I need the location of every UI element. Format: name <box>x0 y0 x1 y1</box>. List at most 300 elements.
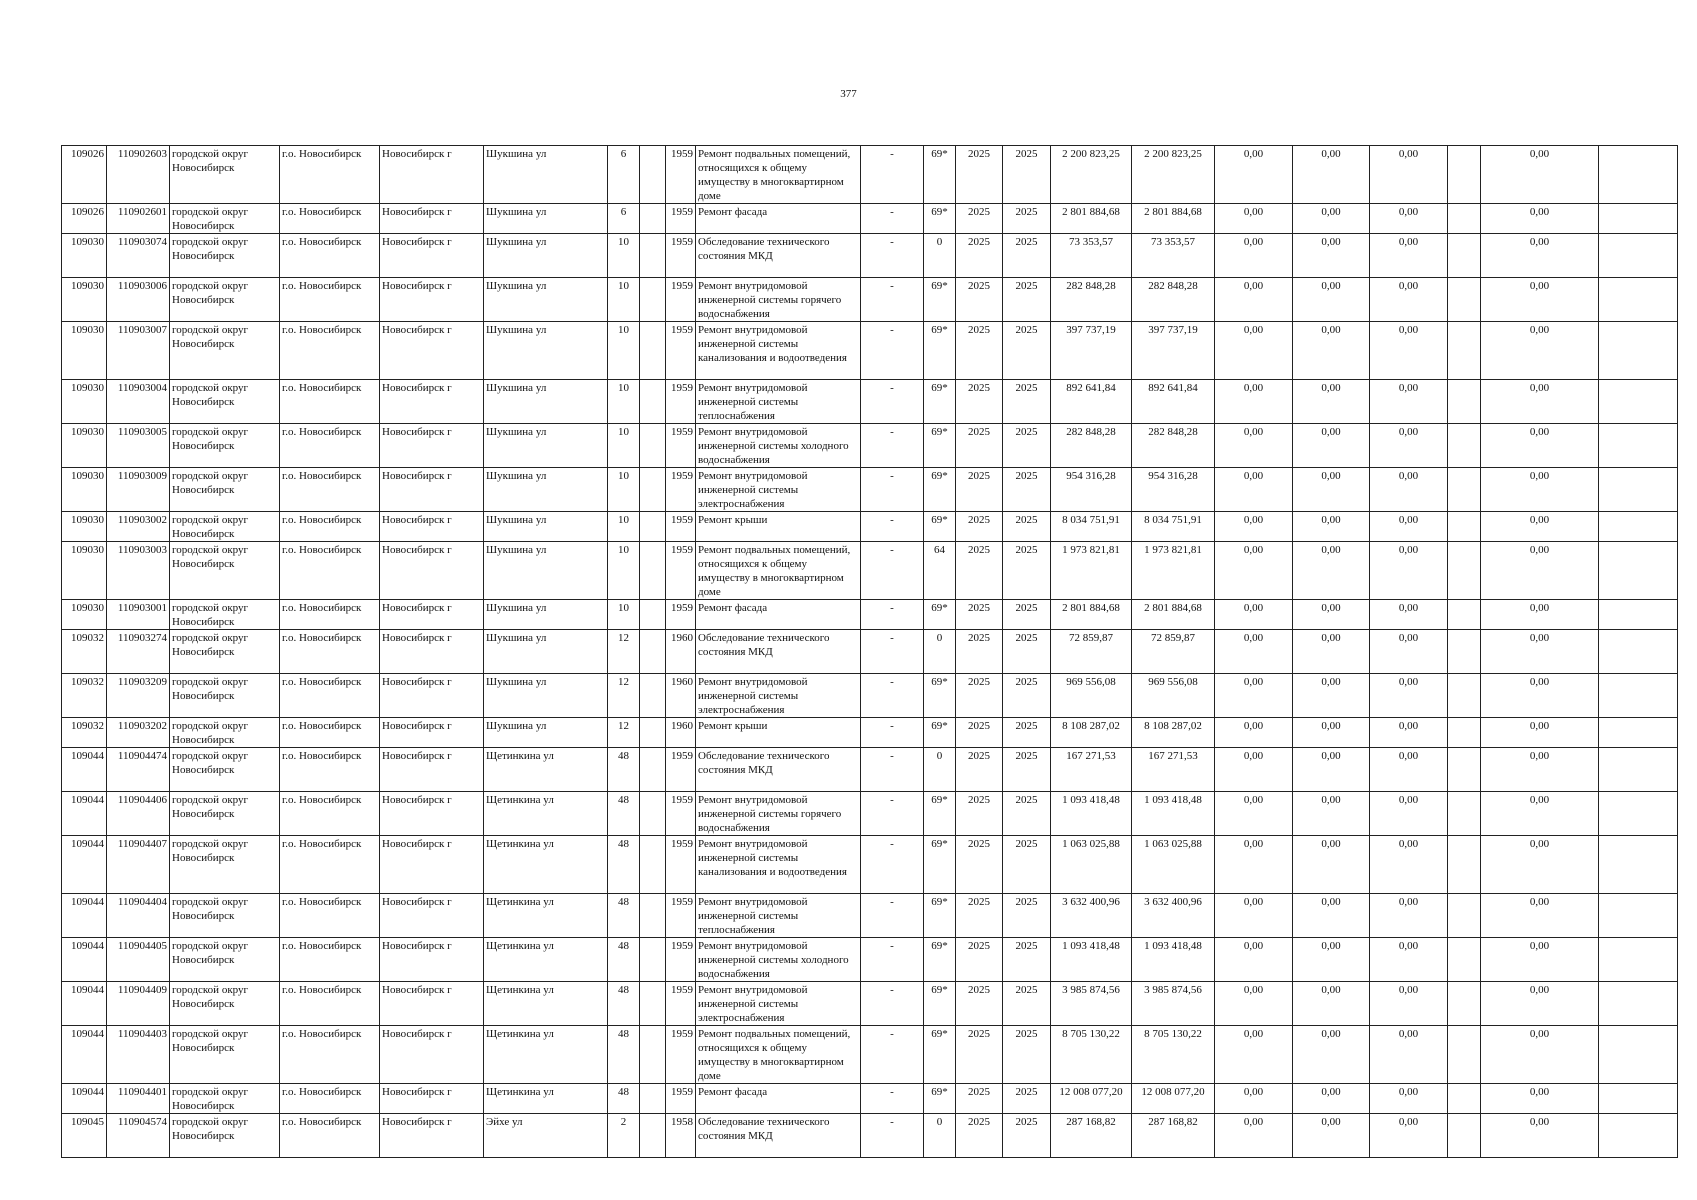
value-2-cell: 0,00 <box>1293 234 1370 278</box>
end-year-cell: 2025 <box>1003 600 1051 630</box>
value-1-cell: 0,00 <box>1215 748 1293 792</box>
house-cell: 48 <box>608 748 640 792</box>
street-cell: Щетинкина ул <box>484 792 608 836</box>
end-year-cell: 2025 <box>1003 836 1051 894</box>
city-district-cell: г.о. Новосибирск <box>280 938 380 982</box>
work-type-cell: Обследование технического состояния МКД <box>696 234 861 278</box>
value-2-cell: 0,00 <box>1293 542 1370 600</box>
value-4-cell <box>1448 938 1481 982</box>
value-4-cell <box>1448 542 1481 600</box>
value-4-cell <box>1448 146 1481 204</box>
work-type-cell: Ремонт внутридомовой инженерной системы горячего водоснабжения <box>696 792 861 836</box>
end-year-cell: 2025 <box>1003 630 1051 674</box>
year-cell: 1959 <box>666 322 696 380</box>
end-year-cell: 2025 <box>1003 1084 1051 1114</box>
year-cell: 1959 <box>666 512 696 542</box>
city-district-cell: г.о. Новосибирск <box>280 146 380 204</box>
end-year-cell: 2025 <box>1003 146 1051 204</box>
code-cell: 110904405 <box>107 938 170 982</box>
house-cell: 12 <box>608 718 640 748</box>
value-6-cell <box>1599 600 1678 630</box>
fund-cost-cell: 892 641,84 <box>1132 380 1215 424</box>
wear-cell: 0 <box>924 630 956 674</box>
total-cost-cell: 969 556,08 <box>1051 674 1132 718</box>
id-cell: 109030 <box>62 380 107 424</box>
wear-cell: 0 <box>924 1114 956 1158</box>
table-row <box>62 1026 1678 1084</box>
building-cell <box>640 894 666 938</box>
work-type-cell: Ремонт подвальных помещений, относящихся к общему имуществу в многоквартирном доме <box>696 1026 861 1084</box>
city-district-cell: г.о. Новосибирск <box>280 600 380 630</box>
value-5-cell: 0,00 <box>1481 718 1599 748</box>
municipality-cell: городской округ Новосибирск <box>170 1114 280 1158</box>
value-4-cell <box>1448 204 1481 234</box>
city-district-cell: г.о. Новосибирск <box>280 512 380 542</box>
dash-cell: - <box>861 542 924 600</box>
capital-repair-table <box>61 145 1678 1158</box>
house-cell: 6 <box>608 204 640 234</box>
value-5-cell: 0,00 <box>1481 600 1599 630</box>
wear-cell: 69* <box>924 792 956 836</box>
value-6-cell <box>1599 322 1678 380</box>
value-1-cell: 0,00 <box>1215 1084 1293 1114</box>
year-cell: 1960 <box>666 674 696 718</box>
start-year-cell: 2025 <box>956 146 1003 204</box>
id-cell: 109030 <box>62 512 107 542</box>
house-cell: 48 <box>608 894 640 938</box>
city-district-cell: г.о. Новосибирск <box>280 1114 380 1158</box>
end-year-cell: 2025 <box>1003 748 1051 792</box>
wear-cell: 69* <box>924 1026 956 1084</box>
value-5-cell: 0,00 <box>1481 512 1599 542</box>
fund-cost-cell: 282 848,28 <box>1132 424 1215 468</box>
municipality-cell: городской округ Новосибирск <box>170 1026 280 1084</box>
house-cell: 10 <box>608 468 640 512</box>
year-cell: 1960 <box>666 630 696 674</box>
building-cell <box>640 542 666 600</box>
code-cell: 110904406 <box>107 792 170 836</box>
dash-cell: - <box>861 204 924 234</box>
code-cell: 110903004 <box>107 380 170 424</box>
value-2-cell: 0,00 <box>1293 792 1370 836</box>
value-6-cell <box>1599 424 1678 468</box>
settlement-cell: Новосибирск г <box>380 792 484 836</box>
table-row <box>62 630 1678 674</box>
work-type-cell: Обследование технического состояния МКД <box>696 630 861 674</box>
dash-cell: - <box>861 630 924 674</box>
municipality-cell: городской округ Новосибирск <box>170 204 280 234</box>
value-2-cell: 0,00 <box>1293 718 1370 748</box>
fund-cost-cell: 969 556,08 <box>1132 674 1215 718</box>
wear-cell: 64 <box>924 542 956 600</box>
code-cell: 110903074 <box>107 234 170 278</box>
table-row <box>62 894 1678 938</box>
start-year-cell: 2025 <box>956 600 1003 630</box>
value-4-cell <box>1448 468 1481 512</box>
building-cell <box>640 380 666 424</box>
value-1-cell: 0,00 <box>1215 322 1293 380</box>
value-6-cell <box>1599 1084 1678 1114</box>
municipality-cell: городской округ Новосибирск <box>170 278 280 322</box>
street-cell: Шукшина ул <box>484 468 608 512</box>
city-district-cell: г.о. Новосибирск <box>280 322 380 380</box>
id-cell: 109045 <box>62 1114 107 1158</box>
value-4-cell <box>1448 1084 1481 1114</box>
id-cell: 109026 <box>62 204 107 234</box>
value-6-cell <box>1599 278 1678 322</box>
municipality-cell: городской округ Новосибирск <box>170 718 280 748</box>
value-1-cell: 0,00 <box>1215 600 1293 630</box>
city-district-cell: г.о. Новосибирск <box>280 278 380 322</box>
start-year-cell: 2025 <box>956 718 1003 748</box>
fund-cost-cell: 3 985 874,56 <box>1132 982 1215 1026</box>
value-1-cell: 0,00 <box>1215 792 1293 836</box>
value-2-cell: 0,00 <box>1293 278 1370 322</box>
value-6-cell <box>1599 146 1678 204</box>
house-cell: 48 <box>608 836 640 894</box>
city-district-cell: г.о. Новосибирск <box>280 424 380 468</box>
value-5-cell: 0,00 <box>1481 748 1599 792</box>
street-cell: Шукшина ул <box>484 542 608 600</box>
total-cost-cell: 282 848,28 <box>1051 278 1132 322</box>
work-type-cell: Ремонт подвальных помещений, относящихся к общему имуществу в многоквартирном доме <box>696 542 861 600</box>
building-cell <box>640 468 666 512</box>
street-cell: Щетинкина ул <box>484 1026 608 1084</box>
city-district-cell: г.о. Новосибирск <box>280 542 380 600</box>
year-cell: 1959 <box>666 748 696 792</box>
value-2-cell: 0,00 <box>1293 1026 1370 1084</box>
wear-cell: 0 <box>924 748 956 792</box>
dash-cell: - <box>861 792 924 836</box>
house-cell: 10 <box>608 234 640 278</box>
fund-cost-cell: 954 316,28 <box>1132 468 1215 512</box>
municipality-cell: городской округ Новосибирск <box>170 894 280 938</box>
table-row <box>62 600 1678 630</box>
id-cell: 109044 <box>62 982 107 1026</box>
house-cell: 10 <box>608 322 640 380</box>
value-5-cell: 0,00 <box>1481 836 1599 894</box>
wear-cell: 69* <box>924 146 956 204</box>
value-3-cell: 0,00 <box>1370 146 1448 204</box>
value-5-cell: 0,00 <box>1481 424 1599 468</box>
value-6-cell <box>1599 718 1678 748</box>
value-4-cell <box>1448 982 1481 1026</box>
code-cell: 110904474 <box>107 748 170 792</box>
start-year-cell: 2025 <box>956 204 1003 234</box>
work-type-cell: Ремонт внутридомовой инженерной системы теплоснабжения <box>696 380 861 424</box>
table-row <box>62 1114 1678 1158</box>
fund-cost-cell: 2 801 884,68 <box>1132 204 1215 234</box>
year-cell: 1959 <box>666 894 696 938</box>
value-5-cell: 0,00 <box>1481 322 1599 380</box>
value-2-cell: 0,00 <box>1293 1084 1370 1114</box>
building-cell <box>640 512 666 542</box>
value-1-cell: 0,00 <box>1215 424 1293 468</box>
street-cell: Шукшина ул <box>484 600 608 630</box>
work-type-cell: Ремонт внутридомовой инженерной системы канализования и водоотведения <box>696 322 861 380</box>
building-cell <box>640 234 666 278</box>
value-4-cell <box>1448 424 1481 468</box>
end-year-cell: 2025 <box>1003 468 1051 512</box>
total-cost-cell: 1 093 418,48 <box>1051 938 1132 982</box>
value-6-cell <box>1599 1026 1678 1084</box>
value-3-cell: 0,00 <box>1370 982 1448 1026</box>
code-cell: 110902603 <box>107 146 170 204</box>
street-cell: Щетинкина ул <box>484 748 608 792</box>
wear-cell: 69* <box>924 1084 956 1114</box>
value-2-cell: 0,00 <box>1293 674 1370 718</box>
code-cell: 110903003 <box>107 542 170 600</box>
city-district-cell: г.о. Новосибирск <box>280 1084 380 1114</box>
code-cell: 110903009 <box>107 468 170 512</box>
total-cost-cell: 2 801 884,68 <box>1051 600 1132 630</box>
end-year-cell: 2025 <box>1003 894 1051 938</box>
end-year-cell: 2025 <box>1003 204 1051 234</box>
fund-cost-cell: 1 093 418,48 <box>1132 792 1215 836</box>
total-cost-cell: 8 108 287,02 <box>1051 718 1132 748</box>
work-type-cell: Обследование технического состояния МКД <box>696 1114 861 1158</box>
house-cell: 12 <box>608 674 640 718</box>
work-type-cell: Ремонт крыши <box>696 718 861 748</box>
value-4-cell <box>1448 234 1481 278</box>
value-3-cell: 0,00 <box>1370 748 1448 792</box>
code-cell: 110903209 <box>107 674 170 718</box>
value-4-cell <box>1448 278 1481 322</box>
wear-cell: 0 <box>924 234 956 278</box>
value-3-cell: 0,00 <box>1370 1114 1448 1158</box>
work-type-cell: Ремонт внутридомовой инженерной системы электроснабжения <box>696 674 861 718</box>
id-cell: 109030 <box>62 468 107 512</box>
fund-cost-cell: 1 063 025,88 <box>1132 836 1215 894</box>
building-cell <box>640 146 666 204</box>
dash-cell: - <box>861 424 924 468</box>
total-cost-cell: 954 316,28 <box>1051 468 1132 512</box>
year-cell: 1959 <box>666 278 696 322</box>
value-3-cell: 0,00 <box>1370 718 1448 748</box>
settlement-cell: Новосибирск г <box>380 380 484 424</box>
id-cell: 109044 <box>62 836 107 894</box>
fund-cost-cell: 73 353,57 <box>1132 234 1215 278</box>
value-6-cell <box>1599 468 1678 512</box>
municipality-cell: городской округ Новосибирск <box>170 938 280 982</box>
municipality-cell: городской округ Новосибирск <box>170 836 280 894</box>
code-cell: 110903202 <box>107 718 170 748</box>
house-cell: 10 <box>608 600 640 630</box>
value-3-cell: 0,00 <box>1370 542 1448 600</box>
wear-cell: 69* <box>924 894 956 938</box>
house-cell: 10 <box>608 424 640 468</box>
value-5-cell: 0,00 <box>1481 792 1599 836</box>
value-3-cell: 0,00 <box>1370 1084 1448 1114</box>
wear-cell: 69* <box>924 512 956 542</box>
year-cell: 1959 <box>666 380 696 424</box>
code-cell: 110903007 <box>107 322 170 380</box>
house-cell: 48 <box>608 1026 640 1084</box>
start-year-cell: 2025 <box>956 630 1003 674</box>
work-type-cell: Ремонт внутридомовой инженерной системы холодного водоснабжения <box>696 424 861 468</box>
settlement-cell: Новосибирск г <box>380 542 484 600</box>
value-2-cell: 0,00 <box>1293 146 1370 204</box>
settlement-cell: Новосибирск г <box>380 1114 484 1158</box>
work-type-cell: Ремонт внутридомовой инженерной системы электроснабжения <box>696 468 861 512</box>
start-year-cell: 2025 <box>956 674 1003 718</box>
value-2-cell: 0,00 <box>1293 894 1370 938</box>
id-cell: 109030 <box>62 322 107 380</box>
id-cell: 109030 <box>62 424 107 468</box>
value-1-cell: 0,00 <box>1215 836 1293 894</box>
city-district-cell: г.о. Новосибирск <box>280 468 380 512</box>
year-cell: 1959 <box>666 204 696 234</box>
wear-cell: 69* <box>924 424 956 468</box>
municipality-cell: городской округ Новосибирск <box>170 674 280 718</box>
value-1-cell: 0,00 <box>1215 204 1293 234</box>
start-year-cell: 2025 <box>956 982 1003 1026</box>
year-cell: 1958 <box>666 1114 696 1158</box>
street-cell: Щетинкина ул <box>484 836 608 894</box>
table-row <box>62 542 1678 600</box>
table-row <box>62 204 1678 234</box>
total-cost-cell: 167 271,53 <box>1051 748 1132 792</box>
value-2-cell: 0,00 <box>1293 380 1370 424</box>
dash-cell: - <box>861 1114 924 1158</box>
wear-cell: 69* <box>924 982 956 1026</box>
house-cell: 48 <box>608 982 640 1026</box>
value-3-cell: 0,00 <box>1370 836 1448 894</box>
id-cell: 109044 <box>62 1026 107 1084</box>
settlement-cell: Новосибирск г <box>380 938 484 982</box>
value-6-cell <box>1599 512 1678 542</box>
year-cell: 1959 <box>666 792 696 836</box>
building-cell <box>640 792 666 836</box>
value-1-cell: 0,00 <box>1215 146 1293 204</box>
house-cell: 48 <box>608 938 640 982</box>
end-year-cell: 2025 <box>1003 1114 1051 1158</box>
settlement-cell: Новосибирск г <box>380 146 484 204</box>
street-cell: Шукшина ул <box>484 380 608 424</box>
value-5-cell: 0,00 <box>1481 380 1599 424</box>
end-year-cell: 2025 <box>1003 424 1051 468</box>
start-year-cell: 2025 <box>956 468 1003 512</box>
house-cell: 10 <box>608 542 640 600</box>
value-5-cell: 0,00 <box>1481 278 1599 322</box>
building-cell <box>640 674 666 718</box>
value-1-cell: 0,00 <box>1215 468 1293 512</box>
value-5-cell: 0,00 <box>1481 204 1599 234</box>
end-year-cell: 2025 <box>1003 938 1051 982</box>
start-year-cell: 2025 <box>956 748 1003 792</box>
dash-cell: - <box>861 512 924 542</box>
house-cell: 10 <box>608 380 640 424</box>
value-1-cell: 0,00 <box>1215 234 1293 278</box>
street-cell: Шукшина ул <box>484 718 608 748</box>
wear-cell: 69* <box>924 600 956 630</box>
dash-cell: - <box>861 674 924 718</box>
building-cell <box>640 836 666 894</box>
work-type-cell: Ремонт внутридомовой инженерной системы горячего водоснабжения <box>696 278 861 322</box>
municipality-cell: городской округ Новосибирск <box>170 380 280 424</box>
value-1-cell: 0,00 <box>1215 512 1293 542</box>
city-district-cell: г.о. Новосибирск <box>280 1026 380 1084</box>
value-4-cell <box>1448 792 1481 836</box>
municipality-cell: городской округ Новосибирск <box>170 1084 280 1114</box>
wear-cell: 69* <box>924 674 956 718</box>
fund-cost-cell: 72 859,87 <box>1132 630 1215 674</box>
value-6-cell <box>1599 894 1678 938</box>
value-3-cell: 0,00 <box>1370 204 1448 234</box>
value-1-cell: 0,00 <box>1215 982 1293 1026</box>
code-cell: 110903006 <box>107 278 170 322</box>
value-5-cell: 0,00 <box>1481 630 1599 674</box>
value-5-cell: 0,00 <box>1481 468 1599 512</box>
street-cell: Щетинкина ул <box>484 1084 608 1114</box>
municipality-cell: городской округ Новосибирск <box>170 468 280 512</box>
settlement-cell: Новосибирск г <box>380 424 484 468</box>
work-type-cell: Ремонт фасада <box>696 1084 861 1114</box>
settlement-cell: Новосибирск г <box>380 512 484 542</box>
total-cost-cell: 397 737,19 <box>1051 322 1132 380</box>
settlement-cell: Новосибирск г <box>380 600 484 630</box>
building-cell <box>640 1084 666 1114</box>
street-cell: Шукшина ул <box>484 424 608 468</box>
municipality-cell: городской округ Новосибирск <box>170 600 280 630</box>
value-4-cell <box>1448 600 1481 630</box>
table-row <box>62 146 1678 204</box>
id-cell: 109030 <box>62 234 107 278</box>
value-5-cell: 0,00 <box>1481 1084 1599 1114</box>
city-district-cell: г.о. Новосибирск <box>280 630 380 674</box>
value-6-cell <box>1599 630 1678 674</box>
total-cost-cell: 8 034 751,91 <box>1051 512 1132 542</box>
value-6-cell <box>1599 674 1678 718</box>
value-4-cell <box>1448 748 1481 792</box>
code-cell: 110904404 <box>107 894 170 938</box>
fund-cost-cell: 8 108 287,02 <box>1132 718 1215 748</box>
start-year-cell: 2025 <box>956 424 1003 468</box>
value-2-cell: 0,00 <box>1293 630 1370 674</box>
id-cell: 109030 <box>62 278 107 322</box>
year-cell: 1959 <box>666 836 696 894</box>
value-3-cell: 0,00 <box>1370 630 1448 674</box>
street-cell: Шукшина ул <box>484 674 608 718</box>
work-type-cell: Ремонт фасада <box>696 600 861 630</box>
end-year-cell: 2025 <box>1003 1026 1051 1084</box>
table-row <box>62 982 1678 1026</box>
value-5-cell: 0,00 <box>1481 1026 1599 1084</box>
value-3-cell: 0,00 <box>1370 424 1448 468</box>
code-cell: 110903001 <box>107 600 170 630</box>
fund-cost-cell: 2 801 884,68 <box>1132 600 1215 630</box>
value-1-cell: 0,00 <box>1215 718 1293 748</box>
street-cell: Щетинкина ул <box>484 982 608 1026</box>
value-3-cell: 0,00 <box>1370 322 1448 380</box>
city-district-cell: г.о. Новосибирск <box>280 982 380 1026</box>
table-row <box>62 234 1678 278</box>
city-district-cell: г.о. Новосибирск <box>280 894 380 938</box>
work-type-cell: Ремонт внутридомовой инженерной системы теплоснабжения <box>696 894 861 938</box>
code-cell: 110904409 <box>107 982 170 1026</box>
street-cell: Шукшина ул <box>484 512 608 542</box>
value-6-cell <box>1599 380 1678 424</box>
total-cost-cell: 2 200 823,25 <box>1051 146 1132 204</box>
id-cell: 109044 <box>62 748 107 792</box>
end-year-cell: 2025 <box>1003 982 1051 1026</box>
value-6-cell <box>1599 748 1678 792</box>
start-year-cell: 2025 <box>956 836 1003 894</box>
year-cell: 1959 <box>666 982 696 1026</box>
start-year-cell: 2025 <box>956 1114 1003 1158</box>
value-3-cell: 0,00 <box>1370 278 1448 322</box>
table-row <box>62 380 1678 424</box>
